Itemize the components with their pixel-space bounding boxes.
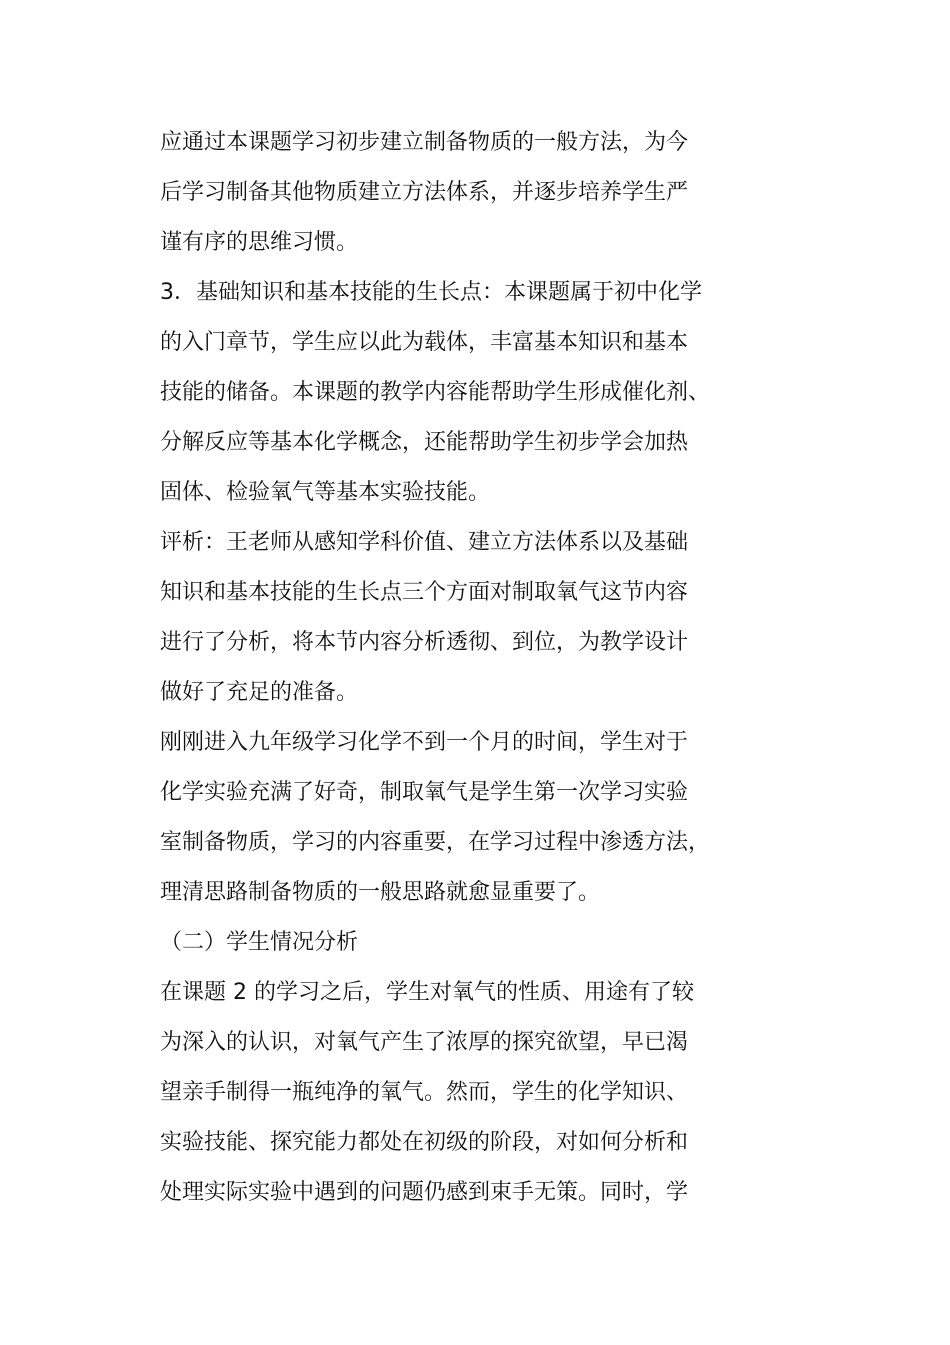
text-line: 谨有序的思维习惯。 [160,230,359,255]
text-line: 室制备物质，学习的内容重要，在学习过程中渗透方法， [160,830,711,855]
text-line: 做好了充足的准备。 [160,680,359,705]
text-line: 固体、检验氧气等基本实验技能。 [160,480,491,505]
text-line: 为深入的认识，对氧气产生了浓厚的探究欲望，早已渴 [160,1030,689,1055]
text-line: 知识和基本技能的生长点三个方面对制取氧气这节内容 [160,580,689,605]
text-line: 望亲手制得一瓶纯净的氧气。然而，学生的化学知识、 [160,1080,689,1105]
text-line: 刚刚进入九年级学习化学不到一个月的时间，学生对于 [160,730,689,755]
text-line: 化学实验充满了好奇，制取氧气是学生第一次学习实验 [160,780,689,805]
body-text [160,118,740,1218]
text-line: 3．基础知识和基本技能的生长点：本课题属于初中化学 [160,280,702,305]
text-line: 后学习制备其他物质建立方法体系，并逐步培养学生严 [160,180,689,205]
text-line: 应通过本课题学习初步建立制备物质的一般方法，为今 [160,130,689,155]
text-line: 评析：王老师从感知学科价值、建立方法体系以及基础 [160,530,689,555]
section-heading: （二）学生情况分析 [160,930,359,955]
text-line: 处理实际实验中遇到的问题仍感到束手无策。同时，学 [160,1180,689,1205]
text-line: 分解反应等基本化学概念，还能帮助学生初步学会加热 [160,430,689,455]
text-line: 进行了分析，将本节内容分析透彻、到位，为教学设计 [160,630,689,655]
text-line: 在课题 2 的学习之后，学生对氧气的性质、用途有了较 [160,980,694,1005]
text-line: 技能的储备。本课题的教学内容能帮助学生形成催化剂、 [160,380,711,405]
text-line: 的入门章节，学生应以此为载体，丰富基本知识和基本 [160,330,689,355]
text-line: 理清思路制备物质的一般思路就愈显重要了。 [160,880,601,905]
text-line: 实验技能、探究能力都处在初级的阶段，对如何分析和 [160,1130,689,1155]
